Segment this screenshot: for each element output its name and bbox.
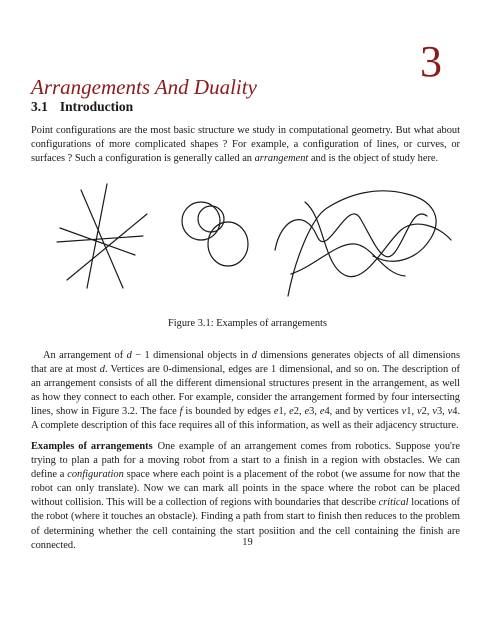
circle-arrangement: [182, 202, 248, 266]
page-number: 19: [242, 537, 253, 548]
chapter-number: 3: [420, 37, 442, 86]
examples-heading: Examples of arrangements: [31, 441, 153, 452]
arrangement-curve: [275, 214, 427, 257]
section-title: Introduction: [59, 99, 134, 114]
arrangement-line: [87, 184, 107, 288]
figure-arrangements: [55, 178, 455, 298]
intro-emphasis: arrangement: [254, 153, 309, 165]
chapter-title: Arrangements And Duality: [31, 75, 257, 99]
intro-text-1: Point configurations are the most basic structure we study in computational geometry. But what about configurations of more complicated shapes ? For example, a configuration of lines, or curves, or surfaces ? Such a configuration is generally called an: [31, 125, 460, 165]
arrangement-line: [57, 236, 143, 242]
definition-paragraph: An arrangement of d − 1 dimensional objects in d dimensions generates objects of all dimensions that are at most d. Vertices are 0-dimensional, edges are 1 dimensional, and so on. The description of an arrangement consists of all the different dimensional structures present in the arrangement, as well as how they connect to each other. For example, consider the arrangement formed by four intersecting lines, show in Figure 3.2. The face f is bounded by edges e1, e2, e3, e4, and by vertices v1, v2, v3, v4. A complete description of this face requires all of this information, as well as their adjacency structure.: [31, 350, 461, 432]
intro-paragraph: [31, 124, 460, 166]
arrangement-curve: [291, 244, 405, 276]
figure-caption: Figure 3.1: Examples of arrangements: [168, 318, 327, 329]
arrangement-circle: [182, 202, 220, 240]
curve-arrangement: [275, 191, 451, 296]
arrangement-line: [67, 214, 147, 280]
figure-drawing: [55, 178, 455, 298]
line-arrangement: [57, 184, 147, 288]
arrangement-ellipse: [208, 222, 248, 266]
section-heading: [31, 99, 133, 115]
examples-paragraph: Examples of arrangements One example of an arrangement comes from robotics. Suppose you're trying to plan a path for a moving robot from a start to a finish in a region with obstacles. We can define a configuration space where each point is a placement of the robot (we assume for now that the robot can only translate). Now we can mark all points in the space where the robot can be placed without collision. This will be a collection of regions with boundaries that describe critical locations of the robot (where it touches an obstacle). Finding a path from start to finish then reduces to the problem of determining whether the cell containing the start posiition and the cell containing the finish are connected.: [31, 441, 460, 551]
intro-text-2: and is the object of study here.: [308, 153, 439, 165]
section-number: 3.1: [31, 99, 48, 114]
